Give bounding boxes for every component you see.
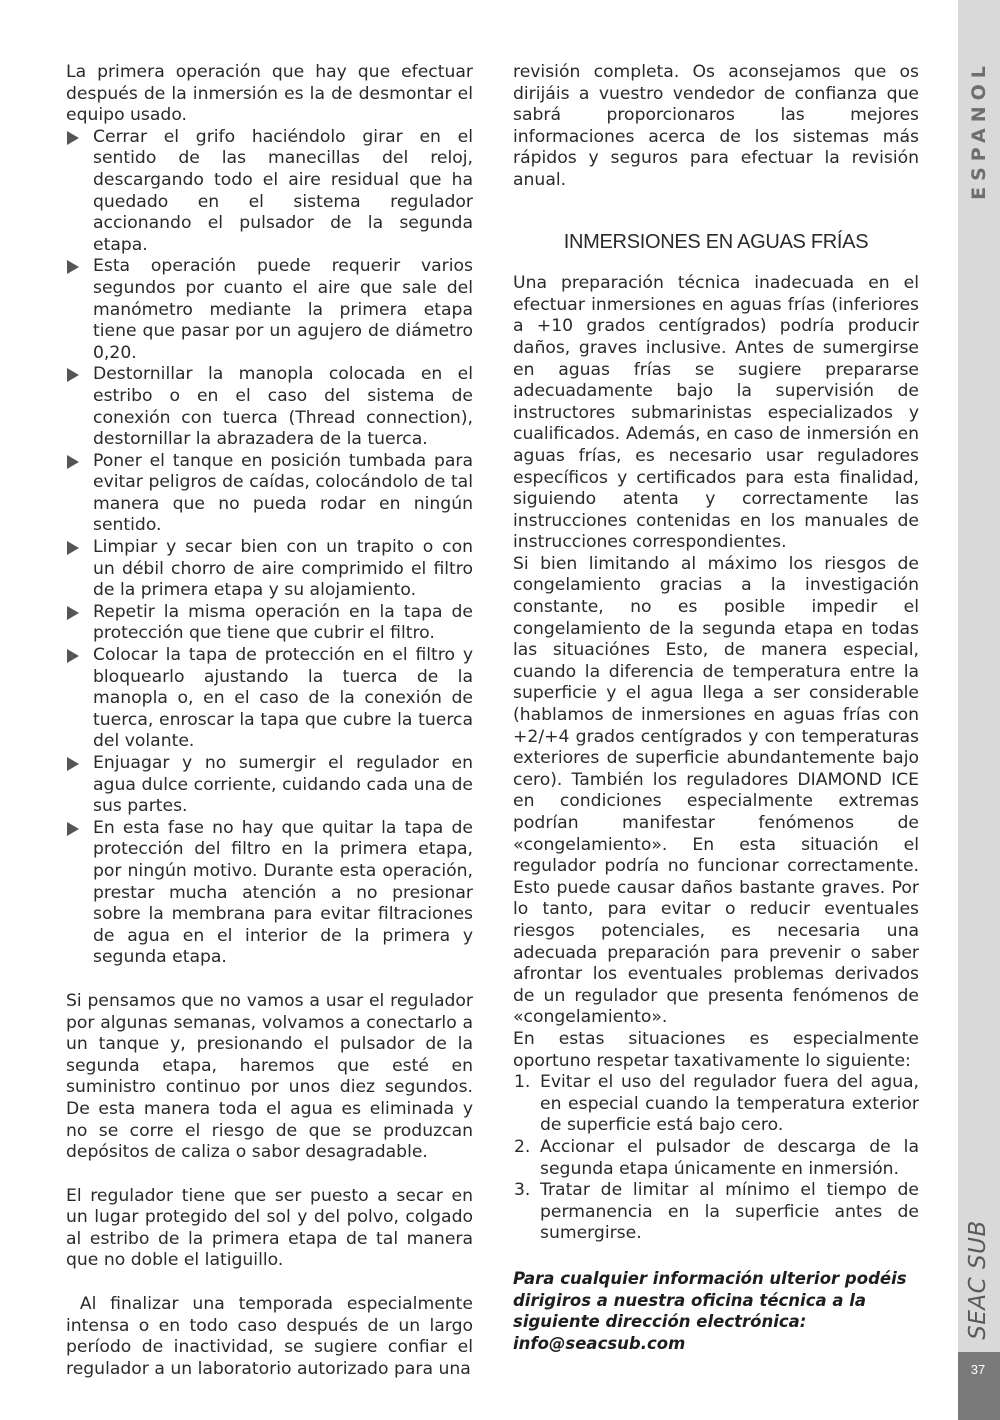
list-item-text: Cerrar el grifo haciéndolo girar en el sentido de las manecillas del reloj, descargando todo el aire residual que ha quedado en el sistema regulador accionando el pulsador de la segunda etapa. xyxy=(93,126,473,255)
freezing-paragraph: Si bien limitando al máximo los riesgos de congelamiento gracias a la investigación constante, no es posible impedir el congelamiento de la segunda etapa en todas las situaciónes Esto, de manera especial, cuando la diferencia de temperatura entre la superficie y el agua llega a ser considerable (hablamos de inmersiones en aguas frías con +2/+4 grados centígrados y con temperaturas exteriores de superficie abundantemente bajo cero). También los reguladores DIAMOND ICE en condiciones especialmente extremas podrían manifestar fenómenos de «congelamiento». En esta situación el regulador podría no funcionar correctamente. Esto puede causar daños bastante graves. Por lo tanto, para evitar o reducir eventuales riesgos potenciales, es necesaria una adecuada preparación para prevenir o saber afrontar los eventuales problemas derivados de un regulador que presenta fenómenos de «congelamiento». xyxy=(513,553,919,1028)
preparation-paragraph: Una preparación técnica inadecuada en el efectuar inmersiones en aguas frías (inferiores a +10 grados centígrados) podría producir daños, graves inclusive. Antes de sumergirse en aguas frías se sugiere prepararse adecuadamente bajo la supervisión de instructores submarinistas especializados y cualificados. Además, en caso de inmersión en aguas frías, es necesario usar reguladores específicos y certificados para esta finalidad, siguiendo atenta y correctamente las instrucciones contenidas en los manuales de instrucciones correspondientes. xyxy=(513,273,919,553)
list-item-text: Poner el tanque en posición tumbada para evitar peligros de caídas, colocándolo de tal manera que no pueda rodar en ningún sentido. xyxy=(93,450,473,536)
list-item xyxy=(66,753,473,818)
page-number-box xyxy=(958,1352,1000,1420)
list-item-text: Limpiar y secar bien con un trapito o con un débil chorro de aire comprimido el filtro de la primera etapa y su alojamiento. xyxy=(93,537,473,601)
contact-line: siguiente dirección electrónica: xyxy=(513,1312,807,1332)
list-item-number: 3. xyxy=(514,1180,531,1201)
list-item xyxy=(66,451,473,537)
list-item xyxy=(513,1137,919,1180)
left-column xyxy=(66,62,479,1380)
list-intro-paragraph: En estas situaciones es especialmente oportuno respetar taxativamente lo siguiente: xyxy=(513,1028,919,1071)
list-item xyxy=(66,127,473,257)
list-item-text: Evitar el uso del regulador fuera del agua, en especial cuando la temperatura exterior de superficie está bajo cero. xyxy=(540,1072,919,1136)
page-number: 37 xyxy=(970,1362,986,1377)
triangle-bullet-icon xyxy=(67,649,79,663)
triangle-bullet-icon xyxy=(67,455,79,469)
list-item-text: Repetir la misma operación en la tapa de protección que tiene que cubrir el filtro. xyxy=(93,601,473,644)
maintenance-steps-list xyxy=(66,127,473,969)
storage-paragraph: Si pensamos que no vamos a usar el regulador por algunas semanas, volvamos a conectarlo a un tanque y, presionando el pulsador de la segunda etapa, haremos que esté en suministro continuo por unos diez segundos. De esta manera toda el agua es eliminada y no se corre el riesgo de que se produzcan depósitos de caliza o sabor desagradable. xyxy=(66,990,473,1163)
triangle-bullet-icon xyxy=(67,606,79,620)
list-item xyxy=(513,1072,919,1137)
list-item-text: Colocar la tapa de protección en el filtro y bloquearlo ajustando la tuerca de la manopla o, en el caso de la conexión de tuerca, enroscar la tapa que cubre la tuerca del volante. xyxy=(93,645,473,752)
triangle-bullet-icon xyxy=(67,541,79,555)
triangle-bullet-icon xyxy=(67,260,79,274)
list-item-text: Tratar de limitar al mínimo el tiempo de permanencia en la superficie antes de sumergirse. xyxy=(540,1180,919,1244)
list-item-number: 2. xyxy=(514,1136,531,1157)
triangle-bullet-icon xyxy=(67,822,79,836)
section-heading: INMERSIONES EN AGUAS FRÍAS xyxy=(563,230,869,253)
list-item xyxy=(66,818,473,969)
triangle-bullet-icon xyxy=(67,131,79,145)
list-item xyxy=(66,256,473,364)
contact-email: info@seacsub.com xyxy=(513,1333,686,1353)
season-paragraph: Al finalizar una temporada especialmente intensa o en todo caso después de un largo período de inactividad, se sugiere confiar el regulador a un laboratorio autorizado para una xyxy=(66,1294,479,1379)
intro-paragraph: La primera operación que hay que efectuar después de la inmersión es la de desmontar el equipo usado. xyxy=(66,62,473,126)
list-item-text: Accionar el pulsador de descarga de la segunda etapa únicamente en inmersión. xyxy=(540,1136,919,1179)
list-item-text: En esta fase no hay que quitar la tapa de protección del filtro en la primera etapa, por ningún motivo. Durante esta operación, prestar mucha atención a no presionar sobre la membrana para evitar filtraciones de agua en el interior de la primera y segunda etapa. xyxy=(93,817,473,968)
brand-label: SEAC SUB xyxy=(965,1220,991,1340)
drying-paragraph: El regulador tiene que ser puesto a secar en un lugar protegido del sol y del polvo, colgado al estribo de la primera etapa de tal manera que no doble el latiguillo. xyxy=(66,1185,473,1271)
contact-line: dirigiros a nuestra oficina técnica a la xyxy=(513,1290,867,1310)
contact-note xyxy=(513,1268,919,1354)
list-item-text: Esta operación puede requerir varios segundos por cuanto el aire que sale del manómetro mediante la primera etapa tiene que pasar por un agujero de diámetro 0,20. xyxy=(93,256,473,363)
triangle-bullet-icon xyxy=(67,368,79,382)
continuation-paragraph: revisión completa. Os aconsejamos que os dirijáis a vuestro vendedor de confianza que sabrá proporcionaros las mejores informaciones acerca de los sistemas más rápidos y seguros para efectuar la revisión anual. xyxy=(513,62,919,190)
list-item-number: 1. xyxy=(514,1072,531,1093)
list-item xyxy=(66,537,473,602)
sidebar xyxy=(958,0,1000,1420)
list-item-text: Enjuagar y no sumergir el regulador en agua dulce corriente, cuidando cada una de sus partes. xyxy=(93,753,473,817)
list-item xyxy=(66,364,473,450)
list-item xyxy=(66,602,473,645)
triangle-bullet-icon xyxy=(67,757,79,771)
list-item xyxy=(513,1180,919,1245)
precautions-list xyxy=(513,1072,919,1245)
language-label: ESPANOL xyxy=(968,60,990,200)
list-item xyxy=(66,645,473,753)
list-item-text: Destornillar la manopla colocada en el estribo o en el caso del sistema de conexión con tuerca (Thread connection), destornillar la abrazadera de la tuerca. xyxy=(93,364,473,450)
right-column xyxy=(513,62,919,1245)
contact-line: Para cualquier información ulterior podéis xyxy=(513,1269,907,1288)
